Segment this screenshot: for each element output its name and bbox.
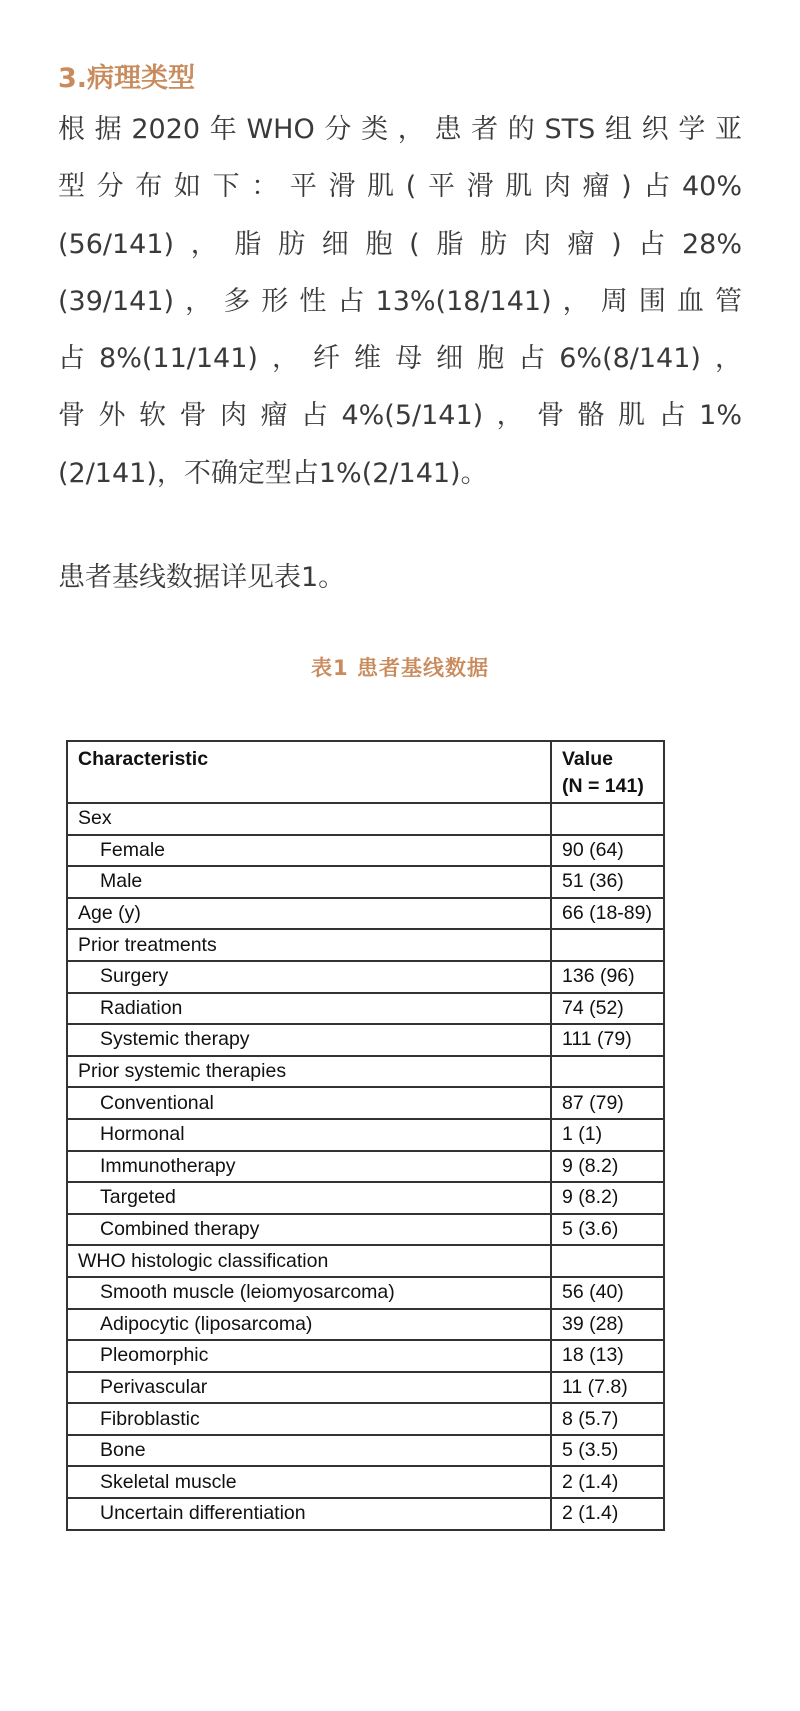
row-value: 39 (28)	[551, 1309, 664, 1341]
row-value: 5 (3.6)	[551, 1214, 664, 1246]
table-row	[67, 1151, 664, 1183]
row-label: WHO histologic classification	[67, 1245, 551, 1277]
table-row	[67, 1245, 664, 1277]
row-label: Prior systemic therapies	[67, 1056, 551, 1088]
table-row	[67, 1435, 664, 1467]
row-label: Adipocytic (liposarcoma)	[67, 1309, 551, 1341]
table-row	[67, 1466, 664, 1498]
header-value-line2: (N = 141)	[562, 775, 644, 797]
table-row	[67, 1056, 664, 1088]
paragraph-line: (2/141)，不确定型占1%(2/141)。	[58, 457, 488, 489]
row-value: 11 (7.8)	[551, 1372, 664, 1404]
table-row	[67, 898, 664, 930]
row-value	[551, 1245, 664, 1277]
baseline-data-table	[66, 740, 665, 1531]
row-value: 8 (5.7)	[551, 1403, 664, 1435]
row-label: Surgery	[67, 961, 551, 993]
table-row	[67, 1372, 664, 1404]
table-row	[67, 1277, 664, 1309]
table-row	[67, 1087, 664, 1119]
row-value: 1 (1)	[551, 1119, 664, 1151]
table-row	[67, 961, 664, 993]
row-value: 2 (1.4)	[551, 1466, 664, 1498]
paragraph-table-reference: 患者基线数据详见表1。	[58, 562, 346, 593]
header-value-line1: Value	[562, 748, 613, 770]
row-label: Fibroblastic	[67, 1403, 551, 1435]
table-row	[67, 1309, 664, 1341]
table-header-row	[67, 741, 664, 803]
row-label: Male	[67, 866, 551, 898]
row-value: 74 (52)	[551, 993, 664, 1025]
row-label: Bone	[67, 1435, 551, 1467]
row-label: Radiation	[67, 993, 551, 1025]
paragraph-line: (56/141)，脂肪细胞(脂肪肉瘤)占28%	[58, 228, 742, 260]
row-label: Smooth muscle (leiomyosarcoma)	[67, 1277, 551, 1309]
header-value	[551, 741, 664, 803]
table-row	[67, 1340, 664, 1372]
row-value: 111 (79)	[551, 1024, 664, 1056]
table-row	[67, 1214, 664, 1246]
row-label: Skeletal muscle	[67, 1466, 551, 1498]
row-value: 136 (96)	[551, 961, 664, 993]
row-value: 87 (79)	[551, 1087, 664, 1119]
paragraph-line: 型分布如下：平滑肌(平滑肌肉瘤)占40%	[58, 171, 742, 203]
table-row	[67, 866, 664, 898]
row-label: Prior treatments	[67, 929, 551, 961]
row-label: Combined therapy	[67, 1214, 551, 1246]
row-label: Age (y)	[67, 898, 551, 930]
row-value	[551, 1056, 664, 1088]
table-row	[67, 835, 664, 867]
paragraph-line: 占8%(11/141)，纤维母细胞占6%(8/141)，	[58, 343, 742, 375]
header-characteristic: Characteristic	[67, 741, 551, 803]
row-value: 9 (8.2)	[551, 1182, 664, 1214]
row-value: 51 (36)	[551, 866, 664, 898]
row-value: 90 (64)	[551, 835, 664, 867]
paragraph-line: (39/141)，多形性占13%(18/141)，周围血管	[58, 285, 742, 317]
paragraph-line: 骨外软骨肉瘤占4%(5/141)，骨骼肌占1%	[58, 400, 742, 432]
table-row	[67, 803, 664, 835]
row-value	[551, 929, 664, 961]
row-value	[551, 803, 664, 835]
row-label: Uncertain differentiation	[67, 1498, 551, 1530]
row-value: 2 (1.4)	[551, 1498, 664, 1530]
table-row	[67, 1498, 664, 1530]
paragraph-pathology-types	[58, 108, 742, 509]
row-label: Pleomorphic	[67, 1340, 551, 1372]
table-row	[67, 993, 664, 1025]
row-label: Immunotherapy	[67, 1151, 551, 1183]
row-label: Perivascular	[67, 1372, 551, 1404]
table-row	[67, 1182, 664, 1214]
row-label: Conventional	[67, 1087, 551, 1119]
row-label: Hormonal	[67, 1119, 551, 1151]
row-label: Sex	[67, 803, 551, 835]
row-value: 56 (40)	[551, 1277, 664, 1309]
table-caption: 表1 患者基线数据	[311, 656, 489, 680]
row-label: Female	[67, 835, 551, 867]
table-body	[67, 803, 664, 1530]
row-label: Systemic therapy	[67, 1024, 551, 1056]
row-value: 66 (18-89)	[551, 898, 664, 930]
paragraph-line: 根据2020年WHO分类，患者的STS组织学亚	[58, 114, 742, 145]
row-value: 9 (8.2)	[551, 1151, 664, 1183]
section-heading: 3.病理类型	[58, 63, 196, 94]
table-row	[67, 929, 664, 961]
row-value: 5 (3.5)	[551, 1435, 664, 1467]
row-label: Targeted	[67, 1182, 551, 1214]
table-row	[67, 1024, 664, 1056]
row-value: 18 (13)	[551, 1340, 664, 1372]
table-row	[67, 1119, 664, 1151]
table-row	[67, 1403, 664, 1435]
